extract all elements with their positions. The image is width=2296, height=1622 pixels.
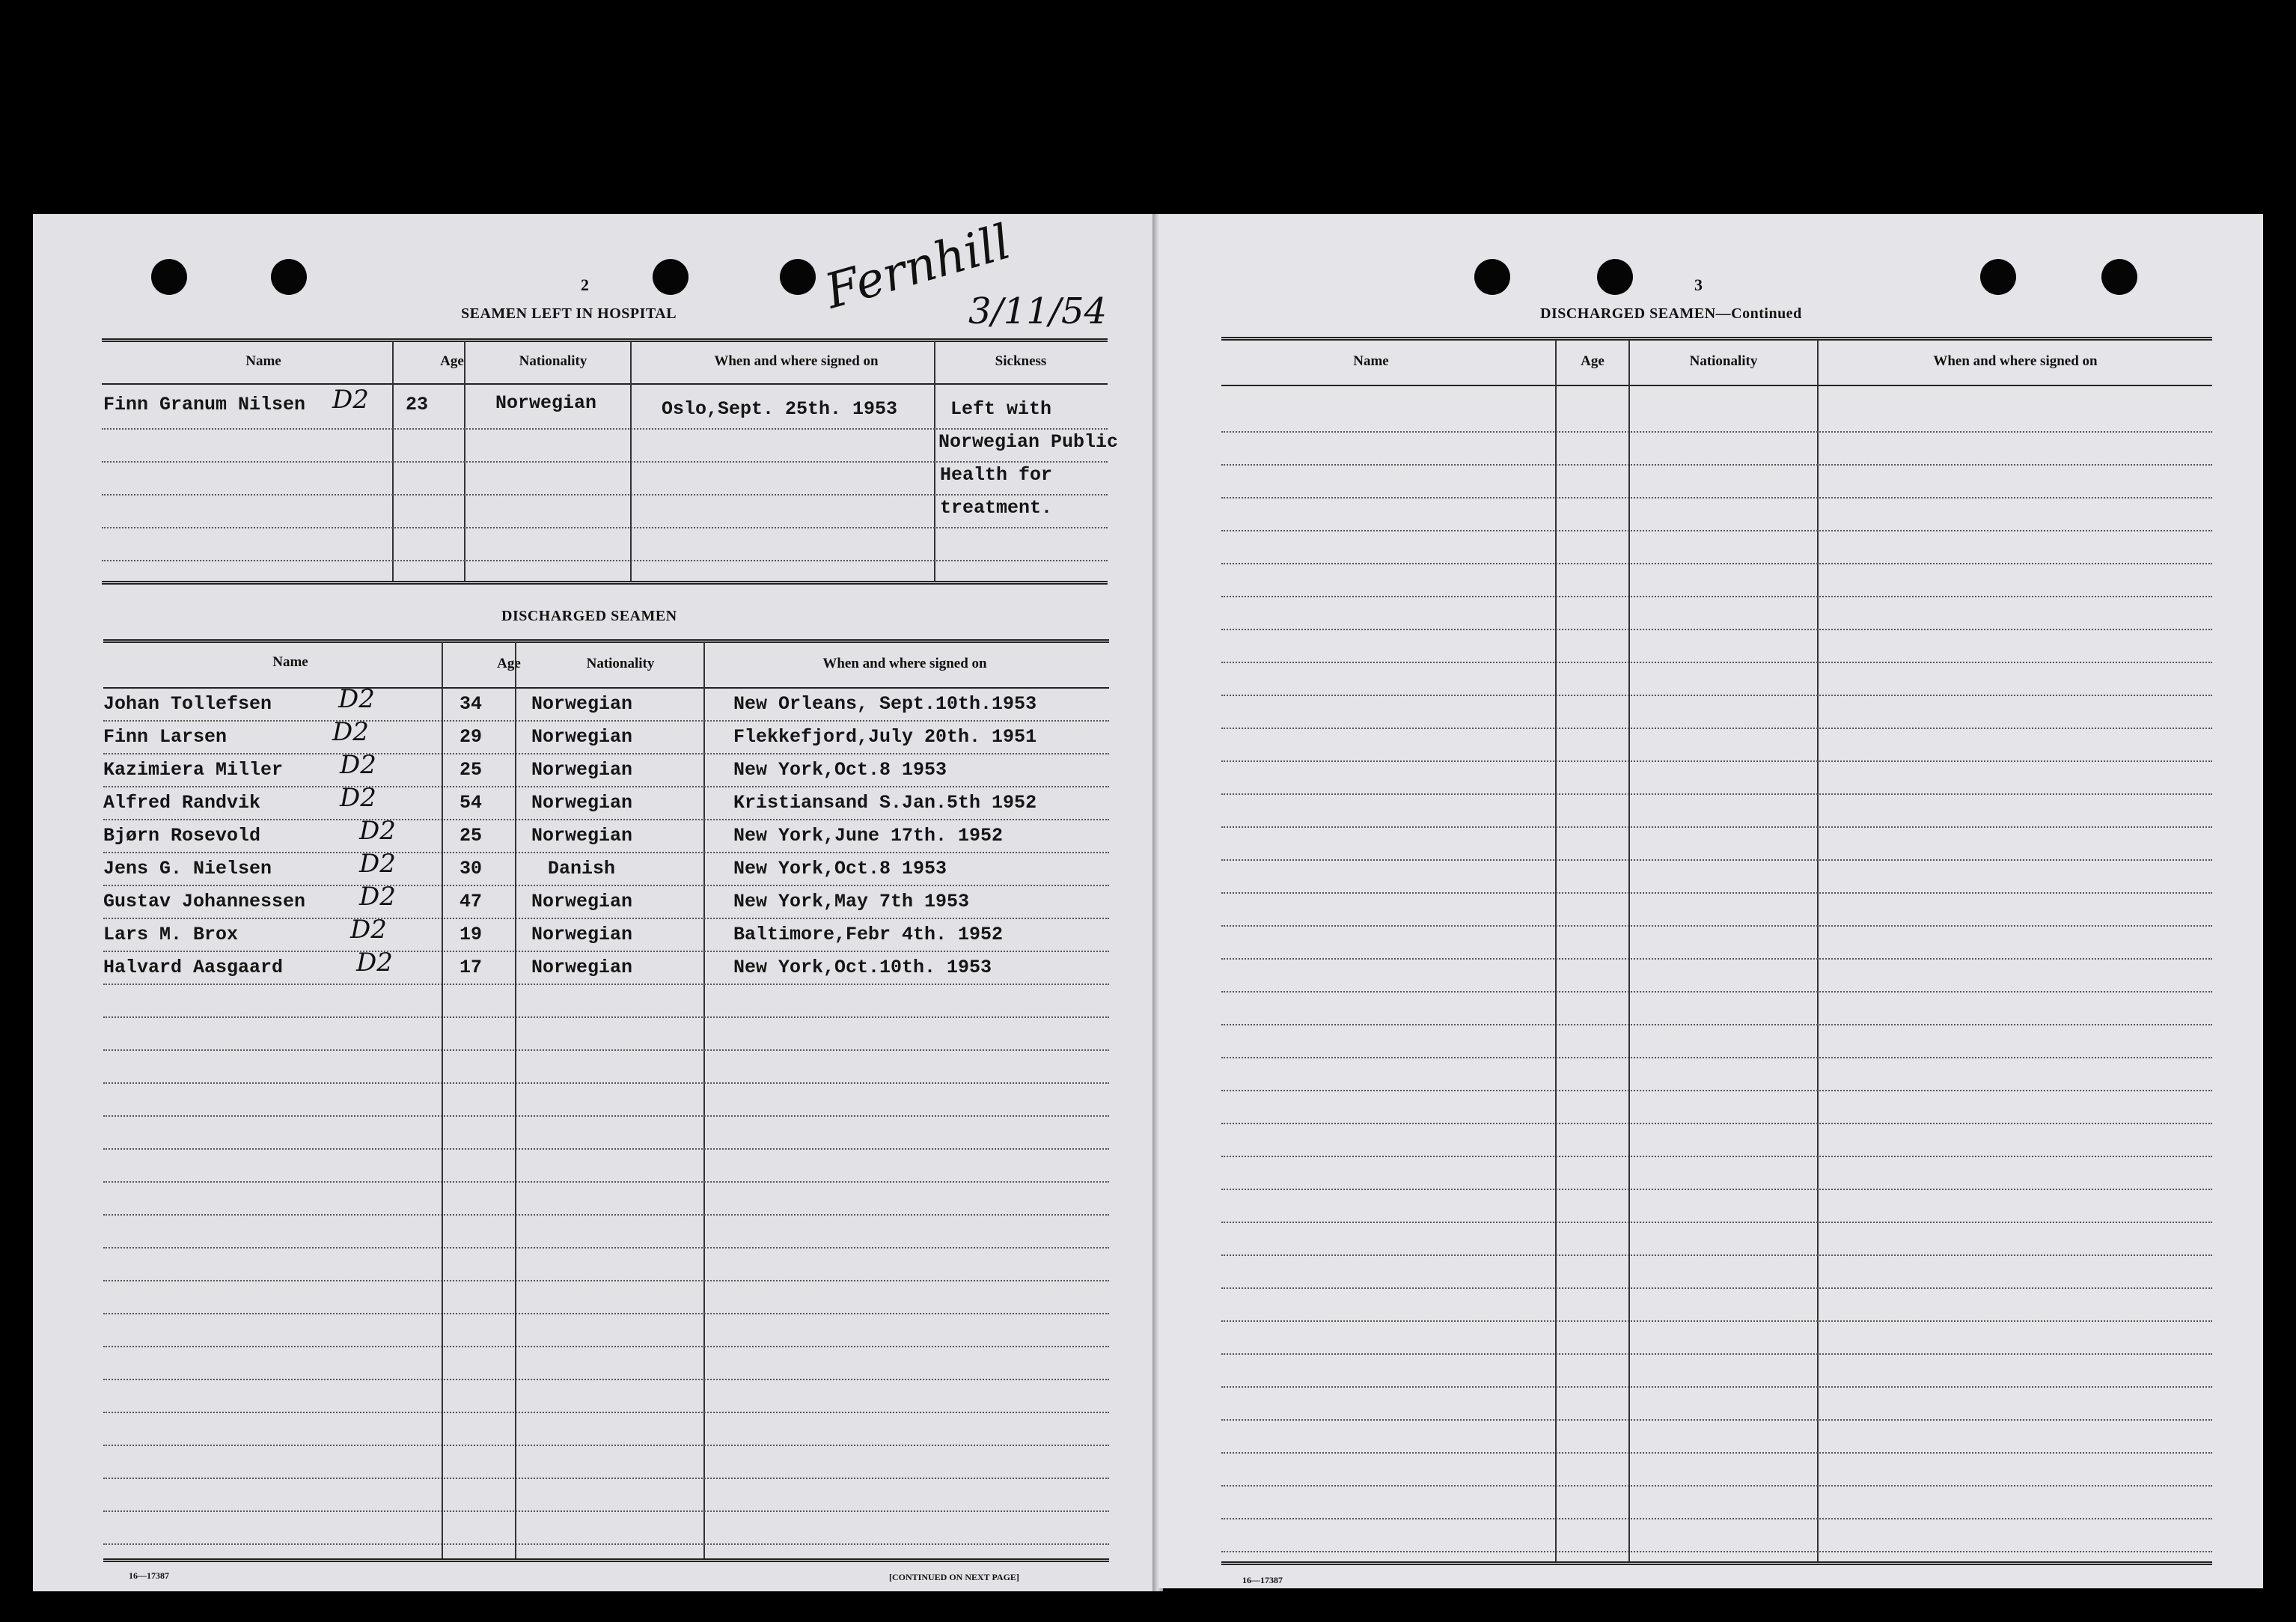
seaman-age: 54 — [459, 792, 483, 814]
seaman-age: 25 — [459, 825, 483, 847]
row-line — [1221, 1320, 2212, 1322]
hospital-age: 23 — [406, 394, 429, 415]
col-header-name: Name — [1353, 353, 1389, 369]
row-line — [103, 1313, 1109, 1314]
row-line — [103, 819, 1109, 820]
row-line — [103, 1016, 1109, 1018]
col-header-signed-on: When and where signed on — [714, 353, 879, 369]
row-line — [1221, 563, 2212, 564]
row-line — [103, 852, 1109, 853]
row-line — [1221, 464, 2212, 466]
col-header-age: Age — [1581, 353, 1605, 369]
row-line — [1221, 859, 2212, 861]
sickness-line: Left with — [950, 398, 1052, 420]
seaman-signed-on: New York,June 17th. 1952 — [733, 825, 1004, 847]
seaman-age: 47 — [459, 891, 483, 912]
row-line — [1221, 1485, 2212, 1487]
row-line — [1221, 1419, 2212, 1421]
title-suffix: —Continued — [1715, 305, 1802, 322]
row-line — [103, 1543, 1109, 1545]
seaman-name: Finn Larsen — [103, 726, 228, 748]
hospital-name: Finn Granum Nilsen — [103, 394, 306, 415]
discharge-mark: D2 — [359, 816, 396, 846]
row-line — [1221, 1353, 2212, 1355]
seaman-nationality: Norwegian — [531, 792, 633, 814]
column-divider — [515, 642, 516, 1558]
seaman-nationality: Norwegian — [531, 891, 633, 912]
row-line — [103, 1510, 1109, 1512]
row-line — [1221, 958, 2212, 960]
page-number: 3 — [1694, 275, 1703, 294]
col-header-nationality: Nationality — [519, 353, 587, 369]
row-line — [102, 428, 1108, 430]
row-line — [103, 1082, 1109, 1084]
seaman-nationality: Norwegian — [531, 726, 633, 748]
row-line — [103, 1247, 1109, 1248]
seaman-age: 30 — [459, 858, 483, 879]
handwritten-date: 3/11/54 — [968, 290, 1108, 332]
row-line — [1221, 695, 2212, 696]
binder-hole — [1474, 259, 1510, 295]
right-page — [1158, 214, 2263, 1588]
col-header-signed-on: When and where signed on — [822, 656, 987, 671]
page-number: 2 — [581, 275, 589, 294]
col-header-age: Age — [497, 656, 521, 671]
row-line — [103, 1115, 1109, 1117]
sickness-line: treatment. — [940, 497, 1053, 519]
discharge-mark: D2 — [359, 882, 396, 912]
row-line — [1221, 1386, 2212, 1388]
row-line — [1221, 596, 2212, 597]
col-header-nationality: Nationality — [586, 656, 655, 671]
seaman-name: Gustav Johannessen — [103, 891, 306, 912]
row-line — [103, 1049, 1109, 1051]
seaman-signed-on: New York,May 7th 1953 — [733, 891, 970, 912]
row-line — [103, 753, 1109, 754]
row-line — [1221, 1156, 2212, 1157]
row-line — [1221, 793, 2212, 795]
table-bottom-rule — [103, 1558, 1109, 1564]
seaman-age: 25 — [459, 759, 483, 781]
discharge-mark: D2 — [340, 750, 376, 780]
table-bottom-rule — [102, 581, 1108, 586]
discharge-mark: D2 — [332, 717, 369, 747]
discharge-mark: D2 — [359, 849, 396, 879]
hospital-signed-on: Oslo,Sept. 25th. 1953 — [662, 398, 898, 420]
binder-hole — [2101, 259, 2137, 295]
seaman-nationality: Norwegian — [531, 957, 633, 978]
row-line — [103, 1148, 1109, 1150]
title-text: DISCHARGED SEAMEN — [1540, 305, 1716, 322]
table-bottom-rule — [1221, 1561, 2212, 1567]
col-header-nationality: Nationality — [1689, 353, 1758, 369]
seaman-nationality: Norwegian — [531, 759, 633, 781]
header-rule — [102, 383, 1108, 385]
header-rule — [1221, 385, 2212, 386]
row-line — [103, 951, 1109, 952]
binder-hole — [271, 259, 307, 295]
seaman-signed-on: Kristiansand S.Jan.5th 1952 — [733, 792, 1037, 814]
row-line — [103, 1346, 1109, 1347]
seaman-name: Halvard Aasgaard — [103, 957, 284, 978]
row-line — [103, 1412, 1109, 1413]
row-line — [1221, 1551, 2212, 1552]
row-line — [1221, 1254, 2212, 1256]
row-line — [102, 494, 1108, 496]
seaman-age: 29 — [459, 726, 483, 748]
seaman-signed-on: Baltimore,Febr 4th. 1952 — [733, 924, 1004, 945]
column-divider — [1628, 340, 1630, 1561]
row-line — [103, 720, 1109, 722]
row-line — [1221, 925, 2212, 927]
form-number: 16—17387 — [129, 1570, 169, 1581]
column-divider — [703, 642, 705, 1558]
seaman-name: Bjørn Rosevold — [103, 825, 261, 847]
row-line — [1221, 497, 2212, 499]
seaman-age: 34 — [459, 693, 483, 715]
row-line — [1221, 1189, 2212, 1190]
col-header-name: Name — [245, 353, 281, 369]
row-line — [102, 527, 1108, 528]
row-line — [1221, 991, 2212, 993]
col-header-age: Age — [440, 353, 464, 369]
col-header-name: Name — [272, 654, 308, 670]
row-line — [1221, 1222, 2212, 1223]
seaman-name: Jens G. Nielsen — [103, 858, 272, 879]
seaman-age: 17 — [459, 957, 483, 978]
discharge-mark: D2 — [332, 385, 369, 415]
seaman-nationality: Norwegian — [531, 693, 633, 715]
table-top-rule — [103, 639, 1109, 644]
seaman-age: 19 — [459, 924, 483, 945]
column-divider — [1817, 340, 1819, 1561]
discharge-mark: D2 — [356, 948, 393, 978]
row-line — [1221, 1090, 2212, 1091]
row-line — [102, 560, 1108, 561]
hospital-section-title: SEAMEN LEFT IN HOSPITAL — [461, 305, 677, 322]
seaman-signed-on: New York,Oct.8 1953 — [733, 858, 947, 879]
continued-note: [CONTINUED ON NEXT PAGE] — [889, 1572, 1019, 1582]
row-line — [1221, 728, 2212, 729]
header-rule — [103, 687, 1109, 689]
table-top-rule — [1221, 337, 2212, 342]
column-divider — [1555, 340, 1557, 1561]
seaman-signed-on: New York,Oct.10th. 1953 — [733, 957, 992, 978]
row-line — [1221, 1057, 2212, 1058]
seaman-nationality: Danish — [548, 858, 616, 879]
row-line — [103, 1181, 1109, 1183]
col-header-signed-on: When and where signed on — [1933, 353, 2098, 369]
binder-hole — [1980, 259, 2016, 295]
row-line — [1221, 431, 2212, 433]
seaman-name: Alfred Randvik — [103, 792, 261, 814]
row-line — [103, 1379, 1109, 1380]
row-line — [1221, 1287, 2212, 1289]
row-line — [103, 918, 1109, 919]
seaman-nationality: Norwegian — [531, 924, 633, 945]
row-line — [1221, 1452, 2212, 1454]
row-line — [103, 1280, 1109, 1281]
discharged-section-title: DISCHARGED SEAMEN — [501, 608, 677, 624]
row-line — [103, 885, 1109, 886]
row-line — [1221, 629, 2212, 630]
discharged-continued-title — [1540, 305, 1802, 323]
binder-hole — [780, 259, 816, 295]
seaman-name: Kazimiera Miller — [103, 759, 284, 781]
row-line — [1221, 1518, 2212, 1519]
row-line — [1221, 1024, 2212, 1025]
discharge-mark: D2 — [340, 783, 376, 813]
row-line — [103, 1478, 1109, 1479]
row-line — [1221, 530, 2212, 531]
row-line — [1221, 892, 2212, 894]
sickness-line: Health for — [940, 464, 1053, 486]
row-line — [102, 461, 1108, 463]
binder-hole — [1597, 259, 1633, 295]
seaman-signed-on: Flekkefjord,July 20th. 1951 — [733, 726, 1037, 748]
row-line — [103, 984, 1109, 985]
row-line — [1221, 760, 2212, 762]
seaman-signed-on: New York,Oct.8 1953 — [733, 759, 947, 781]
seaman-signed-on: New Orleans, Sept.10th.1953 — [733, 693, 1037, 715]
column-divider — [442, 642, 443, 1558]
discharge-mark: D2 — [350, 915, 387, 945]
form-number: 16—17387 — [1242, 1575, 1283, 1585]
sickness-line: Norwegian Public — [938, 431, 1119, 453]
row-line — [103, 1445, 1109, 1446]
table-top-rule — [102, 338, 1108, 344]
row-line — [1221, 826, 2212, 828]
row-line — [103, 786, 1109, 787]
seaman-name: Lars M. Brox — [103, 924, 239, 945]
seaman-name: Johan Tollefsen — [103, 693, 272, 715]
left-page — [33, 214, 1160, 1591]
row-line — [1221, 1123, 2212, 1124]
discharge-mark: D2 — [338, 684, 375, 714]
seaman-nationality: Norwegian — [531, 825, 633, 847]
binder-hole — [653, 259, 689, 295]
col-header-sickness: Sickness — [995, 353, 1047, 369]
handwritten-ship-name: Fernhill — [819, 214, 1017, 320]
row-line — [1221, 662, 2212, 663]
row-line — [103, 1214, 1109, 1216]
hospital-nationality: Norwegian — [495, 392, 597, 414]
binder-hole — [151, 259, 187, 295]
